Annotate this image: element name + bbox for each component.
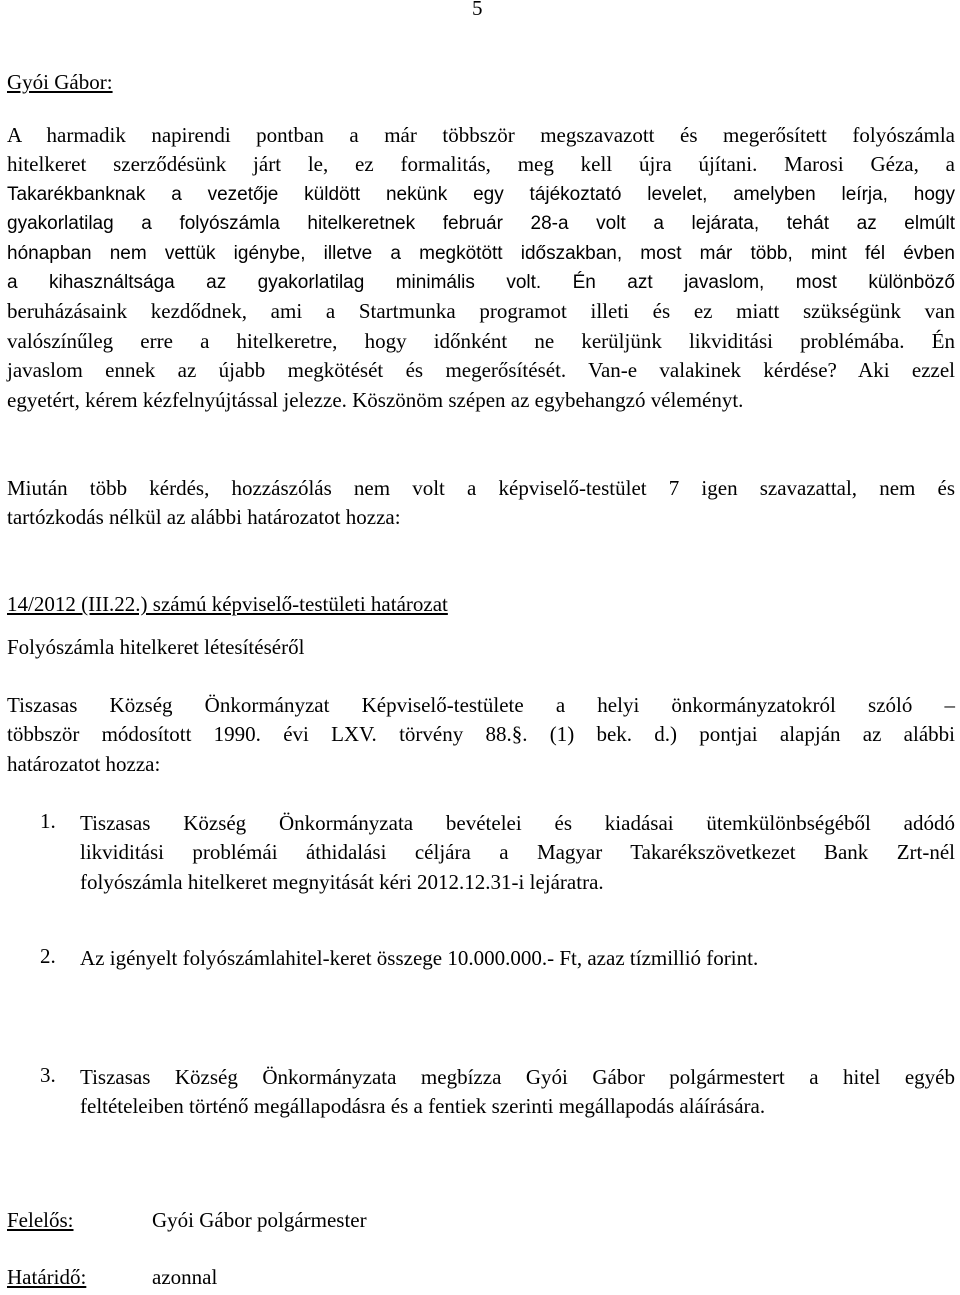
item-line: feltételeiben történő megállapodásra és a fentiek szerinti megállapodás aláírására. bbox=[80, 1094, 766, 1119]
deadline-label: Határidő: bbox=[7, 1265, 87, 1289]
item-line: likviditási problémái áthidalási céljára a Magyar Takarékszövetkezet Bank Zrt-nél bbox=[80, 840, 955, 865]
intro-paragraph bbox=[7, 121, 955, 415]
intro-line: egyetért, kérem kézfelnyújtással jelezze. Köszönöm szépen az egybehangzó véleményt. bbox=[7, 387, 744, 412]
intro-line: A harmadik napirendi pontban a már többször megszavazott és megerősített folyószámla bbox=[7, 123, 955, 147]
item-text bbox=[80, 1063, 955, 1122]
intro-line: hónapban nem vettük igénybe, illetve a megkötött időszakban, most már több, mint fél évben bbox=[7, 242, 955, 264]
item-line: Tiszasas Község Önkormányzata bevételei és kiadásai ütemkülönbségéből adódó bbox=[80, 811, 955, 835]
vote-line: Miután több kérdés, hozzászólás nem volt a képviselő-testület 7 igen szavazattal, nem és bbox=[7, 476, 955, 500]
item-number: 2. bbox=[40, 944, 56, 968]
vote-paragraph bbox=[7, 474, 955, 533]
responsible-label: Felelős: bbox=[7, 1208, 74, 1232]
intro-line: beruházásaink kezdődnek, ami a Startmunka programot illeti és ez miatt szükségünk van bbox=[7, 299, 955, 324]
item-number: 3. bbox=[40, 1063, 56, 1087]
intro-line: Takarékbanknak a vezetője küldött nekünk egy tájékoztató levelet, amelyben leírja, hogy bbox=[7, 183, 955, 205]
item-text bbox=[80, 809, 955, 897]
item-line: Az igényelt folyószámlahitel-keret összege 10.000.000.- Ft, azaz tízmillió forint. bbox=[80, 946, 759, 970]
resolution-subtitle: Folyószámla hitelkeret létesítéséről bbox=[7, 635, 305, 659]
item-line: folyószámla hitelkeret megnyitását kéri 2012.12.31-i lejáratra. bbox=[80, 869, 604, 894]
legal-line: határozatot hozza: bbox=[7, 751, 161, 776]
item-number: 1. bbox=[40, 809, 56, 833]
intro-line: gyakorlatilag a folyószámla hitelkeretnek február 28-a volt a lejárata, tehát az elmúlt bbox=[7, 213, 955, 235]
resolution-title: 14/2012 (III.22.) számú képviselő-testületi határozat bbox=[7, 592, 448, 616]
deadline-value: azonnal bbox=[152, 1265, 218, 1289]
intro-line: javaslom ennek az újabb megkötését és megerősítését. Van-e valakinek kérdése? Aki ezzel bbox=[7, 358, 955, 383]
legal-line: többször módosított 1990. évi LXV. törvény 88.§. (1) bek. d.) pontjai alapján az alábbi bbox=[7, 722, 955, 747]
intro-line: hitelkeret szerződésünk járt le, ez formalitás, meg kell újra újítani. Marosi Géza, a bbox=[7, 152, 955, 177]
speaker-heading: Gyói Gábor: bbox=[7, 70, 113, 94]
page-number: 5 bbox=[472, 0, 483, 20]
item-line: Tiszasas Község Önkormányzata megbízza Gyói Gábor polgármestert a hitel egyéb bbox=[80, 1065, 955, 1089]
vote-line: tartózkodás nélkül az alábbi határozatot hozza: bbox=[7, 505, 401, 530]
legal-basis-paragraph bbox=[7, 691, 955, 779]
intro-line: valószínűleg erre a hitelkeretre, hogy időnként ne kerüljünk likviditási problémába. Én bbox=[7, 328, 955, 353]
item-text bbox=[80, 944, 955, 973]
responsible-value: Gyói Gábor polgármester bbox=[152, 1208, 367, 1232]
intro-line: a kihasználtsága az gyakorlatilag minimális volt. Én azt javaslom, most különböző bbox=[7, 272, 955, 294]
legal-line: Tiszasas Község Önkormányzat Képviselő-testülete a helyi önkormányzatokról szóló – bbox=[7, 693, 955, 717]
